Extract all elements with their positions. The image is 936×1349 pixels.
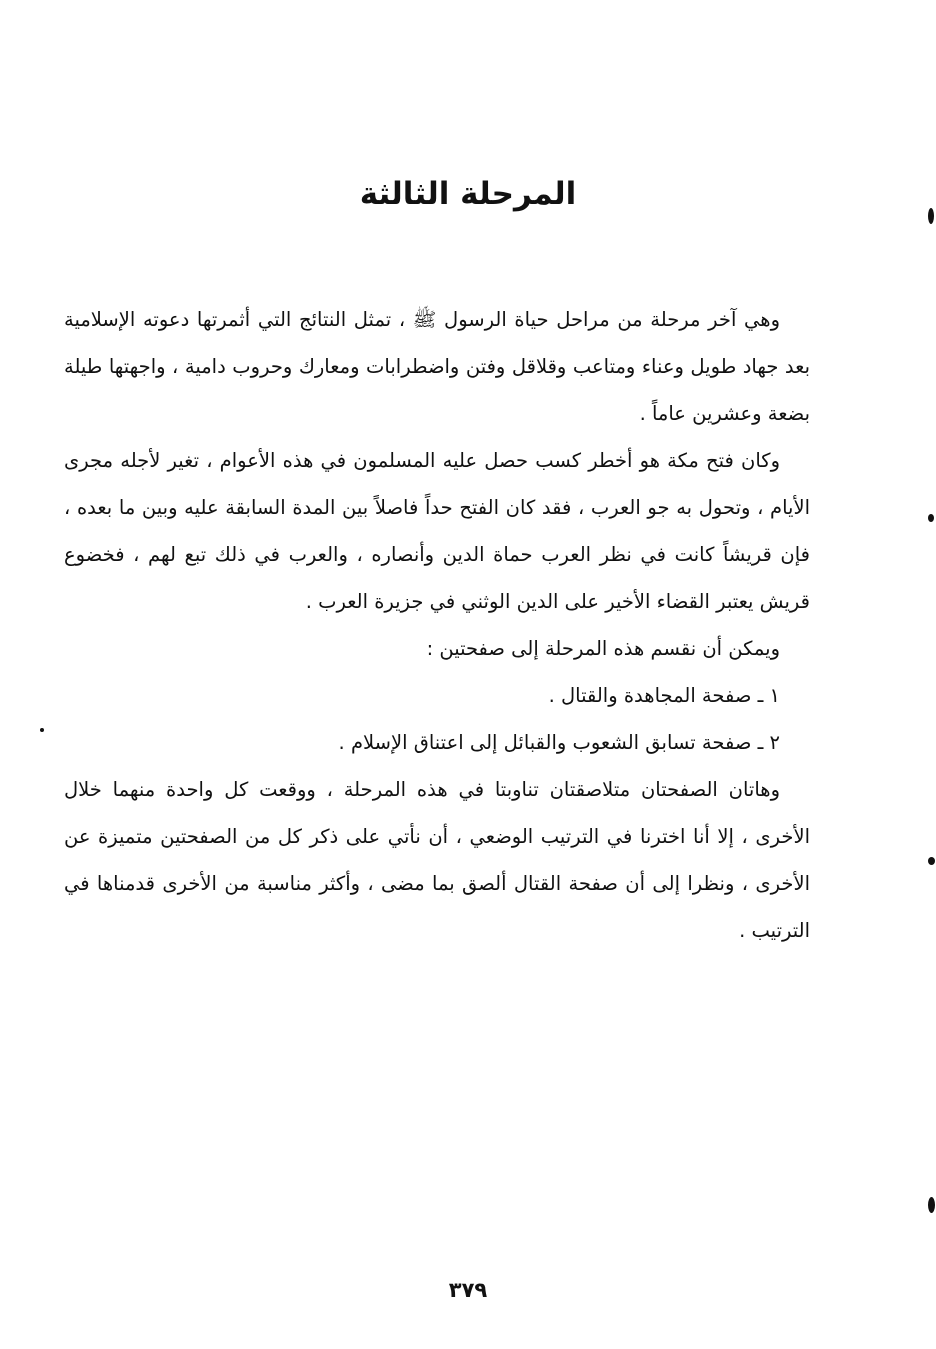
scan-speck	[40, 728, 44, 732]
list-item-2: ٢ ـ صفحة تسابق الشعوب والقبائل إلى اعتناق الإسلام .	[338, 731, 780, 754]
paragraph-4: وهاتان الصفحتان متلاصقتان تناوبتا في هذه المرحلة ، ووقعت كل واحدة منهما خلال الأخرى ، إلا أنا اخترنا في الترتيب الوضعي ، أن نأتي على ذكر كل من الصفحتين متميزة عن الأخرى ، ونظرا إلى أن صفحة القتال ألصق بما مضى ، وأكثر مناسبة من الأخرى قدمناها في الترتيب .	[64, 778, 810, 942]
paragraph-3: ويمكن أن نقسم هذه المرحلة إلى صفحتين :	[426, 637, 780, 660]
paragraph-2: وكان فتح مكة هو أخطر كسب حصل عليه المسلمون في هذه الأعوام ، تغير لأجله مجرى الأيام ، وتحول به جو العرب ، فقد كان الفتح حداً فاصلاً بين المدة السابقة عليه وبين ما بعده ، فإن قريشاً كانت في نظر العرب حماة الدين وأنصاره ، والعرب في ذلك تبع لهم ، فخضوع قريش يعتبر القضاء الأخير على الدين الوثني في جزيرة العرب .	[64, 449, 810, 613]
page-number: ٣٧٩	[448, 1278, 488, 1302]
list-item-1: ١ ـ صفحة المجاهدة والقتال .	[548, 684, 780, 707]
scan-speck	[928, 514, 934, 522]
body-text	[64, 296, 810, 954]
chapter-title: المرحلة الثالثة	[359, 176, 577, 212]
scan-speck	[928, 857, 935, 865]
paragraph-1: وهي آخر مرحلة من مراحل حياة الرسول ﷺ ، تمثل النتائج التي أثمرتها دعوته الإسلامية بعد جهاد طويل وعناء ومتاعب وقلاقل وفتن واضطرابات ومعارك وحروب دامية ، واجهتها طيلة بضعة وعشرين عاماً .	[64, 308, 810, 425]
scan-speck	[928, 208, 934, 224]
scan-speck	[928, 1197, 935, 1213]
